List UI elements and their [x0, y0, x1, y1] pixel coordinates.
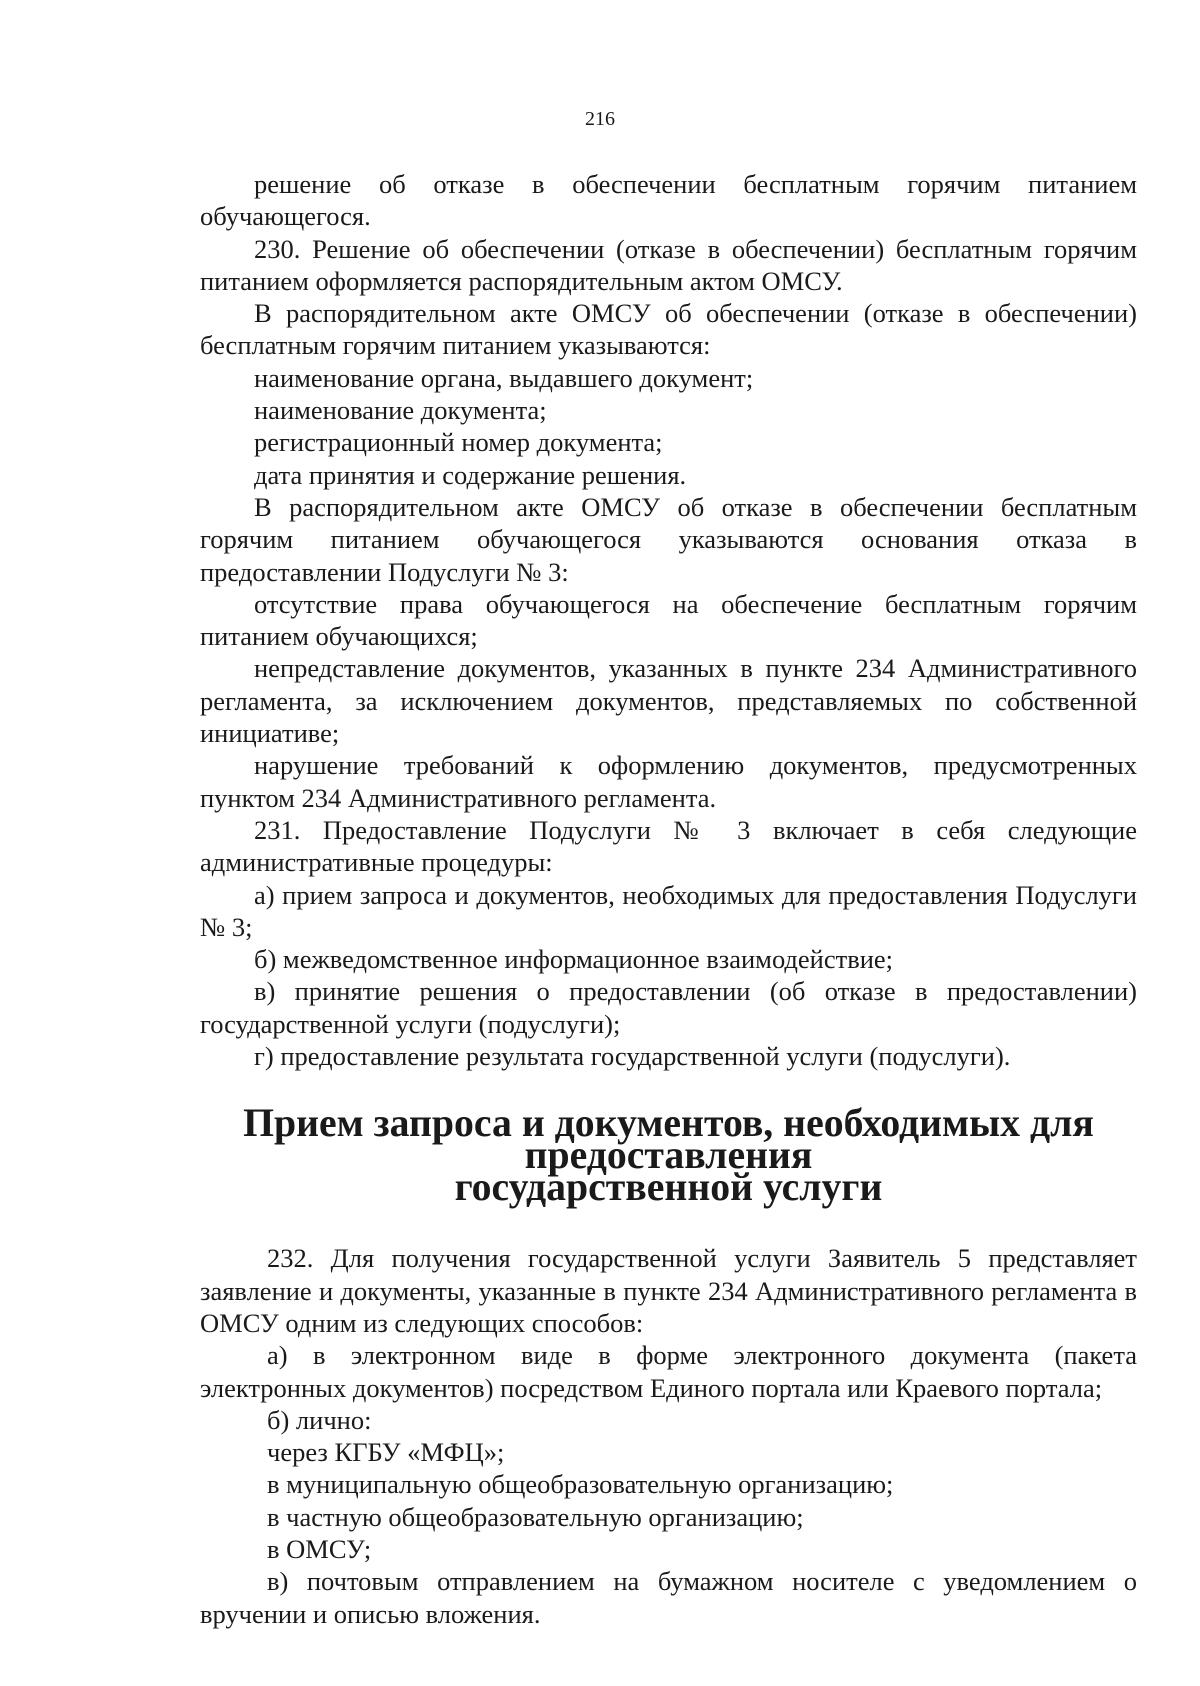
section-heading [200, 1072, 1137, 1242]
list-item: а) в электронном виде в форме электронного документа (пакета электронных документов) посредством Единого портала или Краевого портала; [200, 1340, 1137, 1403]
document-body [200, 168, 1137, 1630]
paragraph: 230. Решение об обеспечении (отказе в обеспечении) бесплатным горячим питанием оформляется распорядительным актом ОМСУ. [200, 233, 1137, 296]
list-item: г) предоставление результата государственной услуги (подуслуги). [254, 1041, 1011, 1072]
page-number: 216 [585, 108, 615, 130]
paragraph: 231. Предоставление Подуслуги № 3 включает в себя следующие административные процедуры: [200, 814, 1137, 878]
list-item: б) лично: [267, 1404, 372, 1435]
list-item: в муниципальную общеобразовательную организацию; [267, 1469, 894, 1500]
paragraph: 232. Для получения государственной услуги Заявитель 5 представляет заявление и документы, указанные в пункте 234 Административного регламента в ОМСУ одним из следующих способов: [200, 1243, 1137, 1338]
list-item: через КГБУ «МФЦ»; [267, 1437, 505, 1468]
list-item: отсутствие права обучающегося на обеспечение бесплатным горячим питанием обучающихся; [200, 588, 1137, 652]
paragraph: решение об отказе в обеспечении бесплатным горячим питанием обучающегося. [200, 169, 1137, 232]
list-item: б) межведомственное информационное взаимодействие; [254, 944, 894, 975]
list-item: в ОМСУ; [267, 1533, 372, 1564]
list-item: в) почтовым отправлением на бумажном носителе с уведомлением о вручении и описью вложения. [200, 1566, 1137, 1629]
list-item: в) принятие решения о предоставлении (об отказе в предоставлении) государственной услуги (подуслуги); [200, 976, 1137, 1039]
list-item: наименование органа, выдавшего документ; [254, 362, 754, 393]
list-item: дата принятия и содержание решения. [254, 459, 687, 490]
paragraph: В распорядительном акте ОМСУ об отказе в обеспечении бесплатным горячим питанием обучающегося указываются основания отказа в предоставлении Подуслуги № 3: [200, 491, 1137, 587]
list-item: непредставление документов, указанных в пункте 234 Административного регламента, за исключением документов, представляемых по собственной инициативе; [200, 653, 1137, 749]
section-heading-line: Прием запроса и документов, необходимых для предоставления [243, 1101, 1094, 1178]
list-item: наименование документа; [254, 395, 547, 426]
list-item: а) прием запроса и документов, необходимых для предоставления Подуслуги № 3; [200, 879, 1137, 942]
section-heading-line: государственной услуги [454, 1165, 883, 1210]
paragraph: В распорядительном акте ОМСУ об обеспечении (отказе в обеспечении) бесплатным горячим питанием указываются: [200, 298, 1137, 361]
list-item: нарушение требований к оформлению документов, предусмотренных пунктом 234 Административного регламента. [200, 750, 1137, 813]
list-item: в частную общеобразовательную организацию; [267, 1501, 804, 1532]
list-item: регистрационный номер документа; [254, 427, 663, 458]
